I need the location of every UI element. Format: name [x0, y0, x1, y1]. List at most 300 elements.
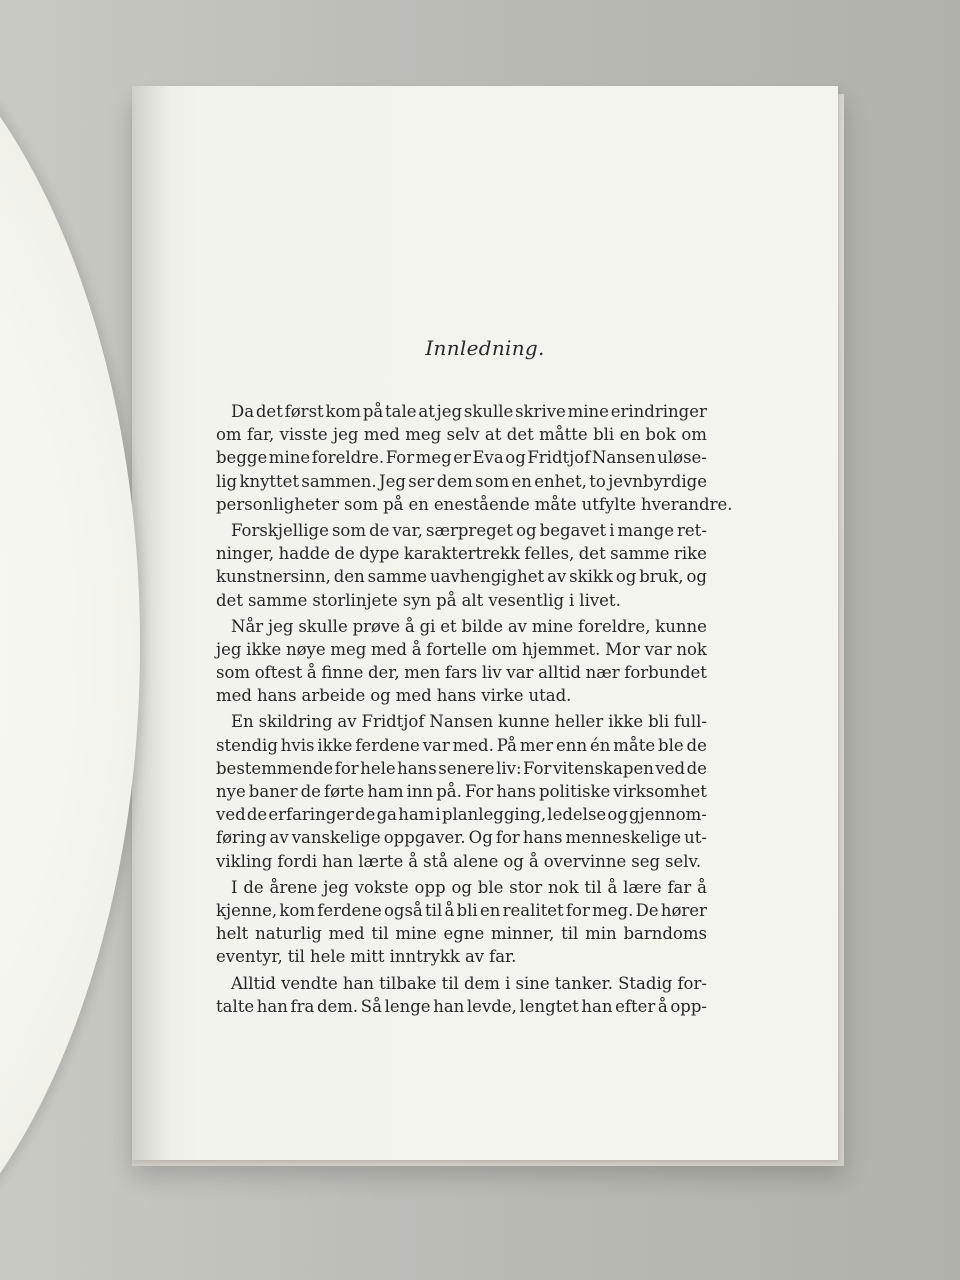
text-line: [216, 589, 707, 612]
word: ham: [398, 805, 435, 825]
word: meg: [405, 425, 442, 445]
text-line: [216, 684, 707, 707]
word: gi: [419, 616, 436, 636]
word: er: [453, 448, 471, 468]
word: mine: [531, 616, 574, 636]
word: Og: [468, 828, 493, 848]
word: Fridtjof: [527, 448, 591, 468]
word: å: [607, 877, 618, 897]
word: vikling: [216, 851, 273, 871]
word: jeg: [333, 425, 359, 445]
word: kom: [325, 402, 362, 421]
word: far: [667, 877, 692, 897]
word: som: [331, 520, 366, 540]
word: hadde: [278, 544, 330, 564]
word: hjemmet.: [521, 639, 601, 659]
word: nye: [216, 782, 246, 801]
word: For: [464, 782, 494, 801]
word: politiske: [539, 782, 611, 801]
word: far.: [489, 947, 517, 967]
word: i: [569, 590, 575, 610]
word: sine: [515, 973, 550, 993]
word: dype: [359, 544, 400, 564]
word: de: [686, 735, 707, 755]
word: vokste: [354, 877, 409, 897]
word: dem: [436, 471, 473, 491]
word: lig: [216, 471, 238, 491]
word: virke: [481, 686, 524, 706]
word: selv.: [665, 851, 702, 871]
word: dem.: [316, 996, 359, 1016]
body-text: [216, 400, 733, 1018]
word: alene: [453, 851, 499, 871]
word: ikke: [608, 712, 644, 732]
word: en: [408, 494, 429, 514]
word: en: [511, 471, 532, 491]
word: ved: [655, 758, 686, 778]
word: med: [216, 686, 252, 706]
word: hans: [256, 686, 297, 706]
word: kom: [279, 900, 315, 920]
word: egne: [443, 924, 485, 944]
word: naturlig: [255, 924, 322, 944]
word: kunne: [498, 712, 550, 732]
word: tanker.: [554, 973, 613, 993]
word: ser: [408, 471, 435, 491]
word: måtte: [539, 425, 588, 445]
word: for: [495, 828, 520, 848]
word: selv: [446, 425, 480, 445]
word: de: [300, 782, 321, 801]
text-line: [216, 423, 707, 446]
word: årene: [269, 877, 318, 897]
word: stå: [423, 851, 449, 871]
word: De: [635, 900, 659, 920]
word: hans: [436, 686, 477, 706]
word: hvis: [280, 735, 315, 755]
word: vendte: [281, 973, 338, 993]
word: begavet: [539, 520, 607, 540]
word: hans: [496, 782, 536, 801]
word: visste: [279, 425, 328, 445]
word: heller: [554, 712, 604, 732]
word: fra: [290, 996, 315, 1016]
word: barndoms: [623, 924, 707, 944]
word: å: [444, 900, 455, 920]
word: de: [686, 758, 707, 778]
word: ble: [658, 735, 684, 755]
word: finne: [321, 663, 364, 683]
word: å: [404, 616, 415, 636]
word: og: [370, 686, 391, 706]
word: Da: [231, 402, 255, 421]
word: ledelse: [547, 805, 607, 825]
word: erfaringer: [268, 805, 354, 825]
word: nær: [585, 663, 620, 683]
word: til: [371, 924, 389, 944]
word: rike: [673, 544, 707, 564]
word: de: [334, 544, 355, 564]
word: å: [306, 663, 317, 683]
word: hverandre.: [640, 494, 733, 514]
word: mine: [268, 448, 311, 468]
word: ret-: [677, 520, 707, 540]
word: uavhengighet: [429, 567, 545, 587]
text-line: [216, 876, 707, 899]
word: oftest: [254, 663, 303, 683]
word: de: [369, 520, 390, 540]
word: av: [464, 947, 485, 967]
word: bli: [456, 900, 478, 920]
word: og: [615, 567, 637, 587]
word: oppgaver.: [383, 828, 466, 848]
word: Når: [231, 616, 264, 636]
word: meg: [330, 639, 367, 659]
word: å: [528, 851, 539, 871]
word: enhet,: [534, 471, 587, 491]
word: utad.: [528, 686, 572, 706]
word: og: [686, 567, 707, 587]
text-line: [216, 519, 707, 542]
word: Fridtjof: [361, 712, 425, 732]
word: lære: [623, 877, 662, 897]
word: var: [506, 663, 534, 683]
word: bestemmende: [216, 758, 334, 778]
word: fortelle: [426, 639, 487, 659]
word: opp-: [670, 996, 707, 1016]
word: med.: [452, 735, 494, 755]
word: som: [344, 494, 379, 514]
word: han: [322, 851, 354, 871]
word: bruk,: [639, 567, 684, 587]
word: var,: [392, 520, 423, 540]
word: på.: [436, 782, 462, 801]
word: For: [385, 448, 415, 468]
word: på: [436, 590, 457, 610]
word: inntrykk: [389, 947, 460, 967]
word: en: [479, 900, 501, 920]
word: liv:: [496, 758, 522, 778]
word: fars: [444, 663, 478, 683]
word: å: [697, 877, 707, 897]
word: ble: [477, 877, 504, 897]
word: han: [433, 996, 465, 1016]
word: om: [681, 425, 707, 445]
text-line: [216, 446, 707, 469]
word: måte: [534, 494, 577, 514]
left-page: [0, 0, 140, 1280]
word: med: [363, 425, 400, 445]
word: nok: [548, 877, 579, 897]
word: kunstnersinn,: [216, 567, 331, 587]
word: efter: [615, 996, 656, 1016]
word: livet.: [579, 590, 621, 610]
word: talte: [216, 996, 255, 1016]
word: Så: [360, 996, 382, 1016]
word: gjennom-: [629, 805, 707, 825]
word: Eva: [472, 448, 504, 468]
word: vesentlig: [488, 590, 565, 610]
word: av: [547, 567, 567, 587]
word: skulle: [463, 402, 514, 421]
word: bilde: [461, 616, 503, 636]
word: personligheter: [216, 494, 340, 514]
text-line: [216, 850, 707, 873]
word: ninger,: [216, 544, 275, 564]
word: av: [269, 828, 289, 848]
word: å: [657, 996, 668, 1016]
word: også: [383, 900, 423, 920]
word: og: [505, 448, 526, 468]
word: vitenskapen: [552, 758, 654, 778]
word: og: [451, 877, 472, 897]
word: arbeide: [301, 686, 366, 706]
word: et: [440, 616, 457, 636]
word: planlegging,: [441, 805, 547, 825]
word: det: [255, 402, 283, 421]
word: skulle: [298, 616, 348, 636]
text-line: [216, 638, 707, 661]
word: I: [231, 877, 238, 897]
word: lenge: [384, 996, 431, 1016]
word: var: [644, 639, 672, 659]
word: senere: [438, 758, 495, 778]
word: fordi: [277, 851, 318, 871]
word: menneskelige: [565, 828, 682, 848]
word: den: [333, 567, 365, 587]
text-line: [216, 615, 707, 638]
text-line: [216, 995, 707, 1018]
word: med: [328, 924, 365, 944]
word: levde,: [466, 996, 517, 1016]
word: syn: [402, 590, 432, 610]
word: han: [256, 996, 288, 1016]
text-line: [216, 661, 707, 684]
word: ga: [376, 805, 398, 825]
word: med: [395, 686, 432, 706]
word: samme: [367, 567, 428, 587]
word: var: [422, 735, 450, 755]
text-line: [216, 899, 707, 922]
word: lengtet: [519, 996, 579, 1016]
word: til: [561, 924, 579, 944]
word: som: [475, 471, 510, 491]
word: en: [619, 425, 641, 445]
word: der,: [367, 663, 400, 683]
word: og: [503, 851, 524, 871]
word: førte: [323, 782, 365, 801]
text-line: [216, 922, 707, 945]
word: å: [408, 851, 419, 871]
word: minner,: [491, 924, 555, 944]
word: alt: [461, 590, 484, 610]
word: hører: [660, 900, 707, 920]
word: måte: [613, 735, 656, 755]
word: for: [565, 900, 590, 920]
word: nøye: [285, 639, 326, 659]
word: det: [216, 590, 243, 610]
word: begge: [216, 448, 268, 468]
word: mange: [617, 520, 674, 540]
word: mine: [567, 402, 609, 421]
word: inn: [406, 782, 434, 801]
word: han: [581, 996, 613, 1016]
word: knyttet: [239, 471, 300, 491]
word: som: [216, 663, 251, 683]
word: samme: [247, 590, 308, 610]
word: føring: [216, 828, 267, 848]
word: meg: [415, 448, 452, 468]
chapter-title: Innledning.: [425, 336, 545, 360]
text-line: [216, 734, 707, 757]
word: til: [441, 973, 459, 993]
word: Stadig: [618, 973, 673, 993]
word: På: [496, 735, 517, 755]
word: skildring: [258, 712, 333, 732]
word: til: [287, 947, 305, 967]
word: meg.: [592, 900, 634, 920]
word: felles,: [524, 544, 575, 564]
word: av: [337, 712, 357, 732]
word: at: [484, 425, 502, 445]
word: sammen.: [301, 471, 377, 491]
word: skikk: [569, 567, 613, 587]
text-line: [216, 972, 707, 995]
text-line: [216, 780, 707, 803]
word: jeg: [323, 877, 349, 897]
word: det: [506, 425, 534, 445]
text-line: [216, 542, 707, 565]
word: full-: [674, 712, 707, 732]
word: Mor: [605, 639, 640, 659]
word: det: [578, 544, 606, 564]
word: bok: [645, 425, 676, 445]
word: hele: [360, 758, 396, 778]
word: far,: [247, 425, 275, 445]
word: hele: [309, 947, 346, 967]
word: til: [425, 900, 443, 920]
word: særpreget: [426, 520, 514, 540]
word: prøve: [352, 616, 401, 636]
text-line: [216, 826, 707, 849]
word: de: [243, 877, 264, 897]
text-line: [216, 565, 707, 588]
word: forbundet: [624, 663, 707, 683]
text-line: [216, 803, 707, 826]
word: at: [418, 402, 435, 421]
word: for: [334, 758, 359, 778]
word: storlinjete: [312, 590, 398, 610]
text-line: [216, 493, 733, 516]
text-line: [216, 470, 707, 493]
word: mitt: [350, 947, 385, 967]
word: opp: [414, 877, 446, 897]
word: men: [404, 663, 441, 683]
word: på: [362, 402, 384, 421]
word: For: [523, 758, 552, 778]
word: to: [589, 471, 606, 491]
word: foreldre,: [578, 616, 651, 636]
word: foreldre.: [311, 448, 385, 468]
word: å: [411, 639, 422, 659]
word: Forskjellige: [231, 520, 329, 540]
word: erindringer: [610, 402, 707, 421]
word: ikke: [246, 639, 282, 659]
text-line: [216, 757, 707, 780]
word: av: [507, 616, 527, 636]
word: kunne: [655, 616, 707, 636]
word: ut-: [684, 828, 707, 848]
word: om: [216, 425, 242, 445]
word: Nansen: [429, 712, 494, 732]
word: ham: [367, 782, 404, 801]
word: seg: [631, 851, 661, 871]
word: alltid: [538, 663, 581, 683]
word: liv: [481, 663, 502, 683]
word: bli: [648, 712, 670, 732]
word: de: [355, 805, 376, 825]
word: for-: [677, 973, 707, 993]
word: utfylte: [581, 494, 636, 514]
word: hans: [522, 828, 563, 848]
word: først: [284, 402, 324, 421]
word: jeg: [268, 616, 294, 636]
word: overvinne: [543, 851, 627, 871]
word: enestående: [433, 494, 530, 514]
word: realitet: [502, 900, 564, 920]
word: mine: [395, 924, 437, 944]
word: om: [491, 639, 518, 659]
word: tilbake: [379, 973, 437, 993]
word: Jeg: [379, 471, 406, 491]
right-page: [132, 86, 838, 1160]
word: enn: [556, 735, 588, 755]
word: kjenne,: [216, 900, 278, 920]
word: mer: [519, 735, 554, 755]
word: jeg: [216, 639, 242, 659]
word: min: [585, 924, 617, 944]
word: han: [342, 973, 374, 993]
text-line: [216, 710, 707, 733]
word: jeg: [436, 402, 463, 421]
word: stor: [509, 877, 543, 897]
word: bli: [593, 425, 615, 445]
word: jevnbyrdige: [608, 471, 707, 491]
word: dem: [463, 973, 500, 993]
word: helt: [216, 924, 249, 944]
word: i: [609, 520, 615, 540]
word: ferdene: [355, 735, 420, 755]
word: uløse-: [657, 448, 707, 468]
word: vanskelige: [291, 828, 381, 848]
word: én: [589, 735, 611, 755]
word: og: [607, 805, 628, 825]
word: virksomhet: [613, 782, 707, 801]
word: i: [505, 973, 511, 993]
text-line: [216, 945, 707, 968]
word: baner: [248, 782, 298, 801]
word: Alltid: [231, 973, 276, 993]
word: karaktertrekk: [403, 544, 520, 564]
word: skrive: [515, 402, 566, 421]
word: ferdene: [317, 900, 382, 920]
word: samme: [610, 544, 670, 564]
word: til: [584, 877, 602, 897]
word: tale: [385, 402, 417, 421]
word: nok: [676, 639, 707, 659]
word: lærte: [358, 851, 404, 871]
word: eventyr,: [216, 947, 283, 967]
